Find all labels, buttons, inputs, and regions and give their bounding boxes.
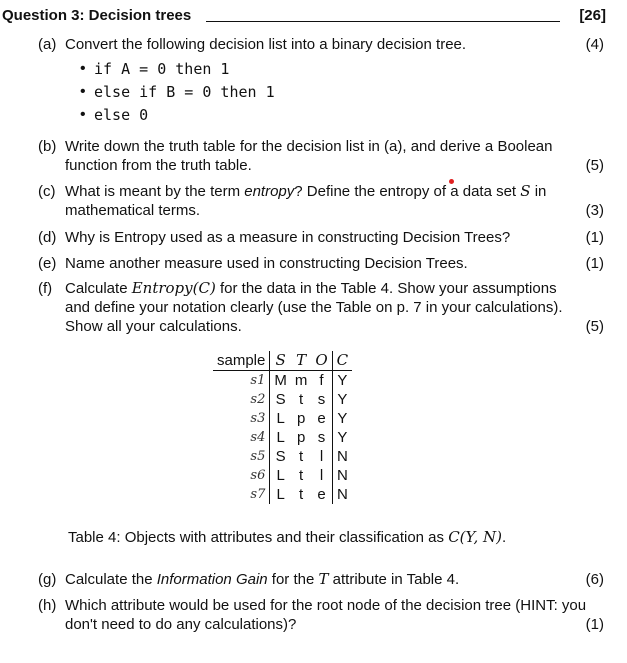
table-cell: s7 (250, 487, 266, 502)
part-d-text: Why is Entropy used as a measure in constructing Decision Trees? (65, 229, 511, 246)
part-label: (h) (38, 597, 57, 614)
table-cell: s1 (250, 373, 266, 388)
table-cell: Y (332, 428, 352, 447)
table-cell: p (296, 410, 306, 427)
table-cell: s (317, 429, 326, 446)
part-label: (d) (38, 229, 57, 246)
table-cell: t (299, 486, 304, 503)
part-g-text: Calculate the Information Gain for the T attribute in Table 4. (65, 570, 460, 588)
rule-text: else 0 (94, 106, 149, 124)
question-header (2, 7, 606, 29)
part-f-line2: and define your notation clearly (use the Table on p. 7 in your calculations). (65, 299, 563, 316)
part-label: (f) (38, 280, 53, 297)
table-cell: e (317, 410, 326, 427)
table-cell: t (299, 391, 304, 408)
table-cell: e (317, 486, 326, 503)
table-row (213, 390, 352, 409)
part-marks: (3) (585, 202, 604, 219)
part-c (38, 182, 604, 222)
table-cell: Y (332, 371, 352, 391)
column-header: T (291, 351, 312, 371)
table-cell: s (317, 391, 326, 408)
table-cell: t (299, 467, 304, 484)
bullet-icon: • (80, 106, 86, 123)
part-f-line3: Show all your calculations. (65, 318, 242, 335)
part-h (38, 596, 604, 636)
part-d (38, 228, 604, 248)
decision-rule (80, 106, 340, 128)
part-marks: (4) (585, 36, 604, 53)
table-cell: s3 (250, 411, 266, 426)
header-rule (206, 21, 560, 22)
table-cell: l (319, 467, 324, 484)
part-g (38, 570, 604, 590)
part-h-line1: Which attribute would be used for the root node of the decision tree (HINT: you (65, 597, 587, 614)
part-f-line1: Calculate Entropy(C) for the data in the Table 4. Show your assumptions (65, 279, 557, 297)
decision-rule (80, 60, 340, 82)
table-row (213, 409, 352, 428)
table-cell: Y (332, 409, 352, 428)
term-entropy: entropy (244, 183, 295, 200)
table-cell: s6 (250, 468, 266, 483)
decision-rule (80, 83, 340, 105)
part-e (38, 254, 604, 274)
table-cell: L (270, 428, 291, 447)
part-b-line2: function from the truth table. (65, 157, 252, 174)
column-header: S (270, 351, 291, 371)
part-label: (c) (38, 183, 56, 200)
part-label: (b) (38, 138, 57, 155)
part-c-line2: mathematical terms. (65, 202, 201, 219)
bullet-icon: • (80, 83, 86, 100)
table-cell: s2 (250, 392, 266, 407)
column-header: O (311, 351, 332, 371)
table-row (213, 428, 352, 447)
rule-text: if A = 0 then 1 (94, 60, 230, 78)
table-cell: S (270, 390, 291, 409)
part-label: (a) (38, 36, 57, 53)
part-b-line1: Write down the truth table for the decision list in (a), and derive a Boolean (65, 138, 553, 155)
part-f (38, 279, 604, 339)
column-header: C (332, 351, 352, 371)
part-a (38, 35, 604, 55)
part-marks: (1) (585, 616, 604, 633)
part-a-text: Convert the following decision list into a binary decision tree. (65, 36, 467, 53)
table-row (213, 466, 352, 485)
table-cell: N (332, 485, 352, 504)
part-marks: (1) (585, 229, 604, 246)
table-header-row (213, 351, 352, 371)
part-e-text: Name another measure used in constructing Decision Trees. (65, 255, 468, 272)
part-c-line1: What is meant by the term entropy? Define the entropy of a data set S in (65, 182, 547, 200)
table-cell: S (270, 447, 291, 466)
table-row (213, 371, 352, 391)
part-b (38, 137, 604, 177)
part-marks: (5) (585, 318, 604, 335)
part-marks: (6) (585, 571, 604, 588)
part-marks: (5) (585, 157, 604, 174)
question-total-marks: [26] (579, 7, 606, 24)
part-label: (g) (38, 571, 57, 588)
table-cell: s5 (250, 449, 266, 464)
part-marks: (1) (585, 255, 604, 272)
caption-math: C(Y, N) (448, 528, 502, 546)
part-label: (e) (38, 255, 57, 272)
table-row (213, 447, 352, 466)
table-row (213, 485, 352, 504)
column-header: sample (213, 351, 270, 371)
table-cell: L (270, 485, 291, 504)
table-caption: Table 4: Objects with attributes and their classification as C(Y, N). (68, 528, 507, 546)
table-cell: M (270, 371, 291, 391)
table-cell: f (319, 372, 324, 389)
table-cell: L (270, 409, 291, 428)
table-cell: m (294, 372, 308, 389)
question-title: Question 3: Decision trees (2, 7, 195, 24)
table-cell: N (332, 447, 352, 466)
table-cell: L (270, 466, 291, 485)
table-cell: Y (332, 390, 352, 409)
entropy-function: Entropy(C) (131, 279, 216, 297)
table-cell: N (332, 466, 352, 485)
table-cell: s4 (250, 430, 266, 445)
part-h-line2: don't need to do any calculations)? (65, 616, 297, 633)
rule-text: else if B = 0 then 1 (94, 83, 275, 101)
bullet-icon: • (80, 60, 86, 77)
term-information-gain: Information Gain (156, 571, 268, 588)
table-cell: l (319, 448, 324, 465)
table-4 (213, 351, 352, 504)
table-cell: p (296, 429, 306, 446)
table-cell: t (299, 448, 304, 465)
